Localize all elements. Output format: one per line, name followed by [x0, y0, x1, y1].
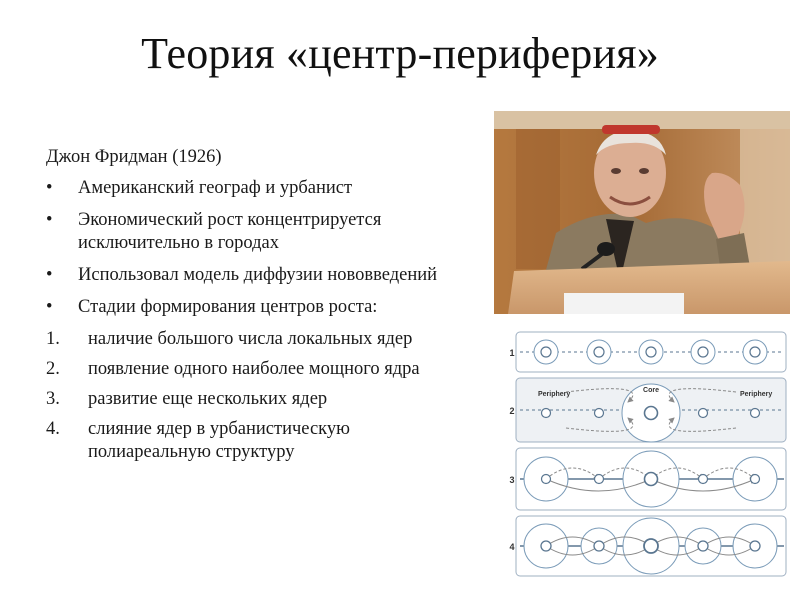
local-core-node: [750, 347, 760, 357]
bullet-item: [46, 177, 446, 200]
slide-body: [46, 146, 446, 471]
core-node: [698, 541, 708, 551]
item-text: наличие большого числа локальных ядер: [88, 329, 413, 349]
core-node: [541, 541, 551, 551]
bullet-marker: •: [46, 210, 53, 230]
core-node: [750, 541, 760, 551]
stage-number-label: 3: [509, 475, 515, 485]
bullet-text: Американский географ и урбанист: [78, 178, 353, 198]
secondary-node: [751, 475, 760, 484]
bullet-text: Экономический рост концентрируется исключительно в городах: [78, 210, 382, 253]
item-number: 4.: [46, 419, 60, 439]
local-core-node: [541, 347, 551, 357]
author-line: Джон Фридман (1926): [46, 147, 222, 167]
numbered-item: [46, 358, 446, 381]
stage-number-label: 1: [509, 348, 515, 358]
bullet-marker: •: [46, 265, 53, 285]
numbered-list: [46, 328, 446, 464]
bullet-text: Использовал модель диффузии нововведений: [78, 265, 438, 285]
item-number: 2.: [46, 359, 60, 379]
item-number: 3.: [46, 389, 60, 409]
item-number: 1.: [46, 329, 60, 349]
local-core-node: [698, 347, 708, 357]
periphery-node: [542, 409, 551, 418]
bullet-text: Стадии формирования центров роста:: [78, 297, 378, 317]
secondary-node: [699, 475, 708, 484]
growth-stages-diagram: [506, 326, 790, 580]
bullet-item: [46, 296, 446, 319]
secondary-node: [542, 475, 551, 484]
item-text: появление одного наиболее мощного ядра: [88, 359, 420, 379]
numbered-item: [46, 388, 446, 411]
secondary-node: [595, 475, 604, 484]
periphery-node: [699, 409, 708, 418]
periphery-label-left: Periphery: [538, 391, 571, 398]
bullet-item: [46, 264, 446, 287]
item-text: развитие еще нескольких ядер: [88, 389, 328, 409]
stage-number-label: 2: [509, 406, 515, 416]
item-text: слияние ядер в урбанистическую полиареальную структуру: [88, 419, 350, 462]
numbered-item: [46, 328, 446, 351]
numbered-item: [46, 418, 446, 464]
slide-title: Теория «центр-периферия»: [141, 29, 659, 78]
periphery-label-right: Periphery: [740, 391, 773, 398]
periphery-node: [595, 409, 604, 418]
local-core-node: [594, 347, 604, 357]
portrait-illustration: [494, 111, 790, 314]
periphery-node: [751, 409, 760, 418]
main-core-node: [644, 539, 658, 553]
core-label: Core: [643, 387, 659, 394]
core-node: [645, 473, 658, 486]
stage-number-label: 4: [509, 542, 515, 552]
core-node: [594, 541, 604, 551]
local-core-node: [646, 347, 656, 357]
bullet-list: [46, 177, 446, 319]
bullet-marker: •: [46, 178, 53, 198]
bullet-marker: •: [46, 297, 53, 317]
core-node: [645, 407, 658, 420]
bullet-item: [46, 209, 446, 255]
portrait-photo: [494, 111, 790, 314]
